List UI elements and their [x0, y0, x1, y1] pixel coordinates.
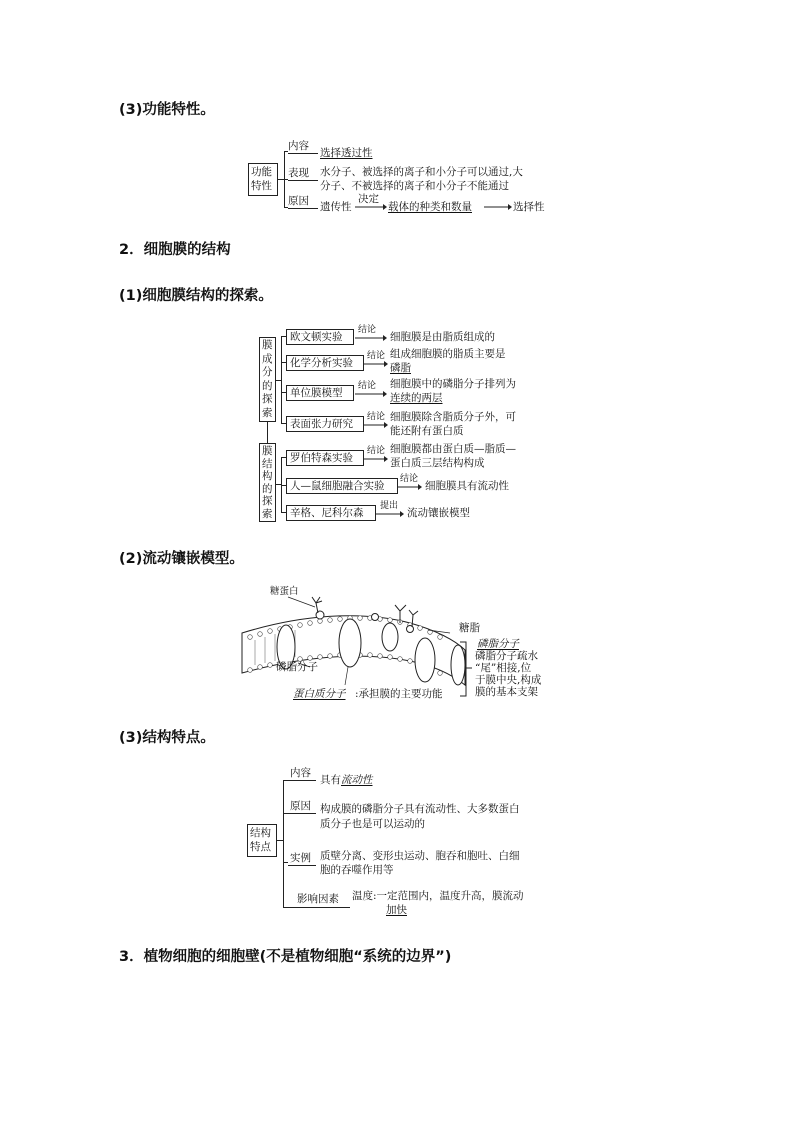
label-phospholipid-left: 磷脂分子 [276, 661, 318, 673]
res-chemical-1: 组成细胞膜的脂质主要是 [390, 348, 506, 360]
root-label-1: 功能 [251, 166, 272, 178]
text-performance-2: 分子、不被选择的离子和小分子不能通过 [320, 180, 509, 192]
arrow-decide-icon [355, 203, 387, 211]
label-performance: 表现 [288, 167, 309, 179]
feat-label-content: 内容 [290, 767, 311, 779]
res-surface-1: 细胞膜除含脂质分子外，可 [390, 411, 516, 423]
res-unit-1: 细胞膜中的磷脂分子排列为 [390, 378, 516, 390]
text-heredity: 遗传性 [320, 201, 352, 213]
arrow-conclusion-icon [364, 455, 388, 463]
label-content: 内容 [288, 140, 309, 152]
label-glycolipid: 糖脂 [459, 622, 480, 634]
text-performance-1: 水分子、被选择的离子和小分子可以通过,大 [320, 166, 523, 178]
arrow-label-decide: 决定 [358, 193, 379, 205]
res-robertson-1: 细胞膜都由蛋白质—脂质— [390, 443, 516, 455]
text-carrier: 载体的种类和数量 [388, 201, 472, 213]
label-phospholipid-right: 磷脂分子 [477, 638, 519, 650]
membrane-model-figure [240, 585, 470, 700]
label-right-1: 磷脂分子疏水 [475, 650, 538, 662]
res-singer: 流动镶嵌模型 [407, 507, 470, 519]
label-right-3: 于膜中央,构成 [475, 674, 542, 686]
root-label-2: 特点 [250, 841, 271, 853]
heading-features: (3)结构特点。 [119, 730, 215, 746]
res-chemical-2: 磷脂 [390, 362, 411, 374]
heading-model: (2)流动镶嵌模型。 [119, 551, 244, 567]
res-robertson-2: 蛋白质三层结构构成 [390, 457, 485, 469]
res-unit-2: 连续的两层 [390, 392, 443, 404]
label-right-2: “尾”相接,位 [475, 662, 532, 674]
label-right-4: 膜的基本支架 [475, 686, 538, 698]
label-glycoprotein: 糖蛋白 [270, 586, 299, 597]
feat-label-reason: 原因 [290, 800, 311, 812]
label-protein: 蛋白质分子 [293, 688, 346, 700]
group-label-structure: 膜 结 构 的 探 索 [262, 445, 273, 520]
exp-robertson: 罗伯特森实验 [290, 452, 353, 464]
feat-text-reason-1: 构成膜的磷脂分子具有流动性、大多数蛋白 [320, 803, 520, 815]
exp-chemical: 化学分析实验 [290, 357, 353, 369]
feat-text-reason-2: 质分子也是可以运动的 [320, 818, 425, 830]
feat-text-content: 具有流动性 [320, 774, 373, 786]
root-label-2: 特性 [251, 180, 272, 192]
arrow-right-icon [484, 203, 512, 211]
arrow-conclusion-icon [355, 390, 387, 398]
label-reason: 原因 [288, 195, 309, 207]
feat-text-example-1: 质壁分离、变形虫运动、胞吞和胞吐、白细 [320, 850, 520, 862]
feat-text-factors-2: 加快 [386, 904, 407, 916]
feat-text-example-2: 胞的吞噬作用等 [320, 864, 394, 876]
feat-label-example: 实例 [290, 852, 311, 864]
feat-text-factors-1: 温度:一定范围内，温度升高，膜流动 [352, 890, 524, 902]
arrow-propose-icon [376, 510, 404, 518]
group-label-composition: 膜 成 分 的 探 索 [262, 339, 273, 419]
bracket-icon [458, 640, 474, 700]
text-selective-permeability: 选择透过性 [320, 147, 373, 159]
exp-overton: 欧文顿实验 [290, 331, 343, 343]
exp-surface-tension: 表面张力研究 [290, 418, 353, 430]
root-label-1: 结构 [250, 827, 271, 839]
res-fusion: 细胞膜具有流动性 [425, 480, 509, 492]
exp-singer: 辛格、尼科尔森 [290, 507, 364, 519]
exp-fusion: 人—鼠细胞融合实验 [290, 480, 385, 492]
arrow-conclusion-icon [364, 421, 388, 429]
heading-functional: (3)功能特性。 [119, 102, 215, 118]
arrow-conclusion-icon [364, 360, 388, 368]
heading-explore: (1)细胞膜结构的探索。 [119, 288, 273, 304]
heading-cell-wall: 3．植物细胞的细胞壁(不是植物细胞“系统的边界”) [119, 949, 452, 965]
exp-unit-membrane: 单位膜模型 [290, 387, 343, 399]
arrow-conclusion-icon [355, 334, 387, 342]
arrow-conclusion-icon [398, 483, 422, 491]
feat-label-factors: 影响因素 [297, 893, 339, 905]
label-protein-desc: :承担膜的主要功能 [355, 688, 443, 700]
res-overton: 细胞膜是由脂质组成的 [390, 331, 495, 343]
text-selectivity: 选择性 [513, 201, 545, 213]
res-surface-2: 能还附有蛋白质 [390, 425, 464, 437]
heading-structure: 2．细胞膜的结构 [119, 242, 231, 258]
